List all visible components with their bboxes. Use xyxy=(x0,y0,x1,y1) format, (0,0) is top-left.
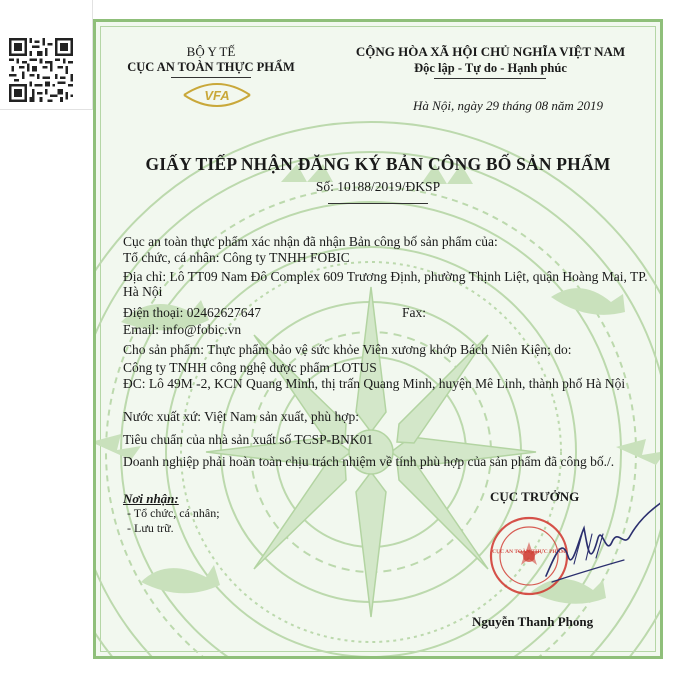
document-number-underline xyxy=(328,203,428,204)
product-line: Cho sản phẩm: Thực phẩm bảo vệ sức khỏe Viên xương khớp Bách Niên Kiện; do: xyxy=(123,342,572,357)
issue-date: Hà Nội, ngày 29 tháng 08 năm 2019 xyxy=(413,98,603,113)
motto-underline xyxy=(434,78,546,79)
qr-code-icon xyxy=(9,38,73,102)
republic-name: CỘNG HÒA XÃ HỘI CHỦ NGHĨA VIỆT NAM xyxy=(355,44,626,59)
email-line: Email: info@fobic.vn xyxy=(123,322,242,337)
document-title: GIẤY TIẾP NHẬN ĐĂNG KÝ BẢN CÔNG BỐ SẢN PHẨM xyxy=(145,154,611,174)
vfa-logo xyxy=(178,80,256,110)
agency-underline xyxy=(171,77,251,78)
recipient-item: - Tổ chức, cá nhân; xyxy=(127,506,220,520)
responsibility-line: Doanh nghiệp phải hoàn toàn chịu trách nhiệm về tính phù hợp của sản phẩm đã công bố./. xyxy=(123,454,615,469)
qr-panel xyxy=(0,0,93,110)
manufacturer-address-line: ĐC: Lô 49M -2, KCN Quang Minh, thị trấn Quang Minh, huyện Mê Linh, thành phố Hà Nội xyxy=(123,376,626,391)
recipient-item: - Lưu trữ. xyxy=(127,521,174,535)
document-number: Số: 10188/2019/ĐKSP xyxy=(315,179,441,194)
agency-name: CỤC AN TOÀN THỰC PHẨM xyxy=(127,60,295,74)
intro-line: Cục an toàn thực phẩm xác nhận đã nhận Bản công bố sản phẩm của: xyxy=(123,234,498,249)
standard-line: Tiêu chuẩn của nhà sản xuất số TCSP-BNK01 xyxy=(123,432,374,447)
director-signature xyxy=(526,498,663,606)
manufacturer-line: Công ty TNHH công nghệ dược phẩm LOTUS xyxy=(123,360,377,375)
seal-text: CỤC AN TOÀN THỰC PHẨM xyxy=(492,549,566,555)
organization-line: Tổ chức, cá nhân: Công ty TNHH FOBIC xyxy=(123,250,350,265)
signer-name: Nguyễn Thanh Phong xyxy=(472,614,594,629)
ministry-name: BỘ Y TẾ xyxy=(186,44,236,59)
recipients-label: Nơi nhận: xyxy=(123,491,179,506)
certificate-document xyxy=(93,19,663,659)
phone-line: Điện thoại: 02462627647 xyxy=(123,305,261,320)
origin-line: Nước xuất xứ: Việt Nam sản xuất, phù hợp: xyxy=(123,409,359,424)
national-motto: Độc lập - Tự do - Hạnh phúc xyxy=(414,61,567,75)
fax-line: Fax: xyxy=(402,305,427,320)
vfa-logo-text: VFA xyxy=(204,88,230,103)
director-title: CỤC TRƯỞNG xyxy=(490,489,580,504)
address-line: Địa chỉ: Lô TT09 Nam Đô Complex 609 Trương Định, phường Thịnh Liệt, quận Hoàng Mai, TP. Hà Nội xyxy=(123,269,648,299)
